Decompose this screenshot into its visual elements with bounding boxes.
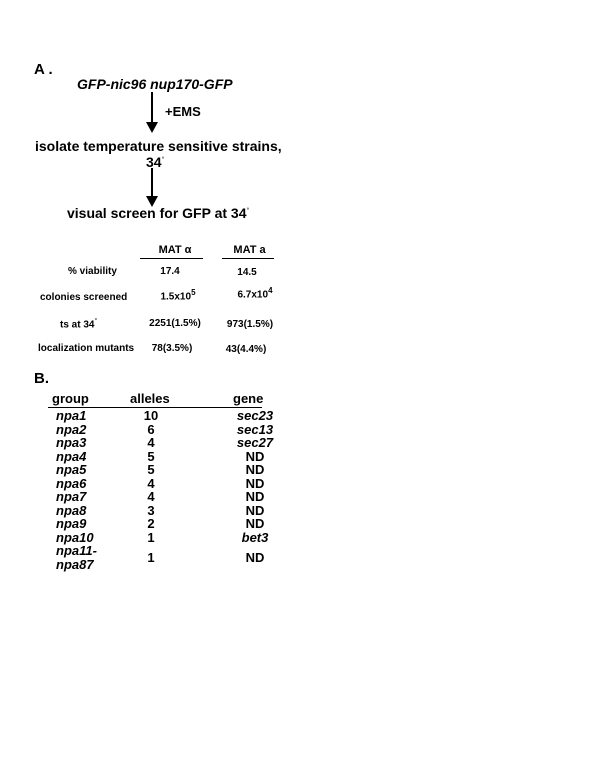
gene-5: ND — [245, 462, 265, 477]
group-7: npa7 — [56, 489, 87, 504]
step-isolate-temp: 34° — [146, 154, 165, 170]
alleles-6: 4 — [147, 475, 155, 491]
ts-alpha: 2251(1.5%) — [149, 318, 201, 329]
group-11: npa11- — [56, 543, 97, 558]
row-label-ts: ts at 34° — [60, 318, 98, 331]
step-isolate: isolate temperature sensitive strains, — [35, 138, 282, 154]
header-group: group — [52, 391, 89, 406]
group-2: npa2 — [56, 421, 87, 437]
gene-11: ND — [245, 550, 265, 565]
group-4: npa4 — [56, 448, 87, 464]
panel-b-label: B. — [34, 370, 49, 387]
viability-a: 14.5 — [237, 267, 257, 278]
row-label-colonies: colonies screened — [40, 292, 128, 303]
colonies-a: $6.7x10^4$ — [237, 286, 273, 301]
alleles-4: 5 — [147, 448, 155, 464]
alleles-8: 3 — [147, 502, 155, 518]
gene-4: ND — [245, 448, 265, 464]
alleles-11: 1 — [147, 550, 155, 565]
arrow-down-1 — [144, 92, 160, 134]
strains-label: GFP-nic96 nup170-GFP — [77, 76, 233, 92]
group-8: npa8 — [56, 502, 87, 518]
group-10: npa10 — [56, 529, 94, 545]
group-11-line2: npa87 — [56, 557, 94, 572]
colonies-alpha: $1.5x10^5$ — [160, 288, 196, 303]
gene-10: bet3 — [241, 529, 269, 545]
gene-7: ND — [245, 489, 265, 504]
row-label-localization: localization mutants — [38, 343, 135, 354]
ts-a: 973(1.5%) — [226, 319, 274, 330]
group-5: npa5 — [56, 462, 87, 477]
table-header-mat-a: MAT a — [233, 244, 266, 256]
alleles-10: 1 — [147, 529, 155, 545]
group-6: npa6 — [56, 475, 87, 491]
localization-alpha: 78(3.5%) — [151, 343, 193, 354]
gene-8: ND — [245, 502, 265, 518]
group-3: npa3 — [56, 435, 87, 450]
group-1: npa1 — [56, 408, 87, 423]
step-visual-screen: visual screen for GFP at 34° — [67, 205, 250, 221]
row-label-viability: % viability — [68, 266, 117, 277]
header-underline-1 — [140, 258, 203, 259]
gene-2: sec13 — [236, 421, 274, 437]
panel-a-label: A . — [34, 61, 53, 78]
alleles-9: 2 — [147, 516, 155, 531]
table-header-mat-alpha: MAT α — [158, 244, 192, 256]
gene-3: sec27 — [236, 435, 274, 450]
arrow-down-2 — [144, 168, 160, 208]
alleles-2: 6 — [147, 421, 155, 437]
alleles-3: 4 — [147, 435, 155, 450]
gene-9: ND — [245, 516, 265, 531]
localization-a: 43(4.4%) — [225, 344, 267, 355]
alleles-5: 5 — [147, 462, 155, 477]
gene-1: sec23 — [236, 408, 274, 423]
header-alleles: alleles — [130, 391, 170, 406]
group-9: npa9 — [56, 516, 87, 531]
alleles-7: 4 — [147, 489, 155, 504]
alleles-1: 10 — [143, 408, 159, 423]
gene-6: ND — [245, 475, 265, 491]
header-underline-2 — [222, 258, 274, 259]
viability-alpha: 17.4 — [160, 266, 180, 277]
mutagen-label: +EMS — [165, 104, 201, 119]
header-gene: gene — [233, 391, 264, 406]
